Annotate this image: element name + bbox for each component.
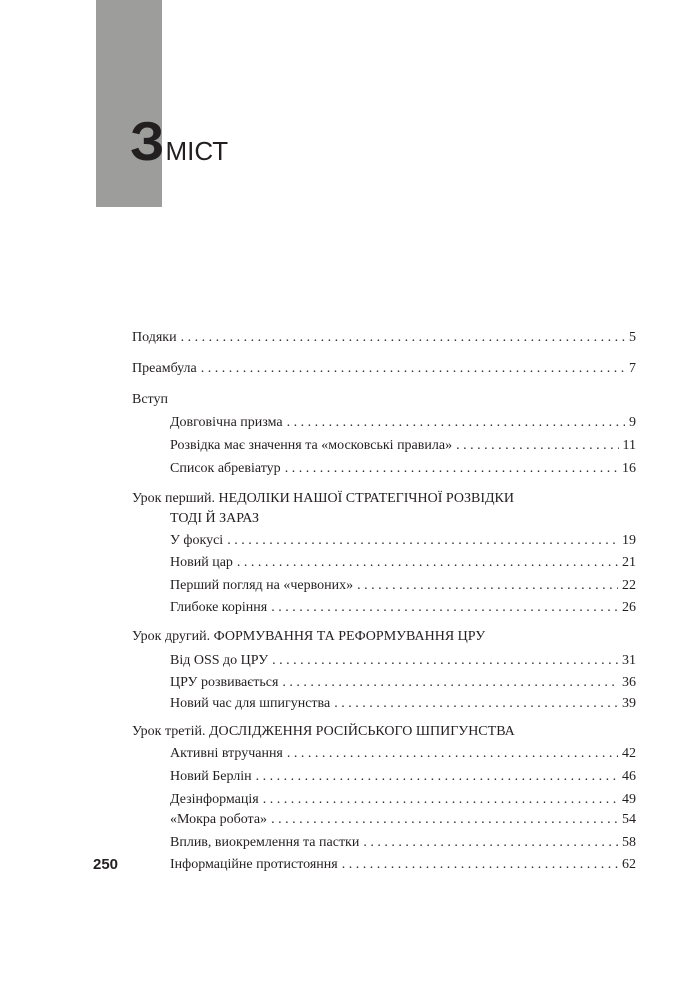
dot-leader bbox=[227, 531, 618, 551]
dot-leader bbox=[363, 833, 618, 853]
dot-leader bbox=[263, 790, 618, 810]
dot-leader bbox=[287, 413, 625, 433]
toc-section-lesson2[interactable]: Урок другий. ФОРМУВАННЯ ТА РЕФОРМУВАННЯ ЦРУ bbox=[132, 629, 486, 644]
toc-entry-acknowledgements[interactable] bbox=[132, 328, 636, 348]
toc-entry-preamble[interactable] bbox=[132, 359, 636, 379]
toc-entry[interactable] bbox=[170, 553, 636, 573]
toc-entry-page: 26 bbox=[622, 600, 636, 615]
toc-entry-page: 39 bbox=[622, 696, 636, 711]
toc-entry-page: 7 bbox=[629, 361, 636, 376]
toc-entry[interactable] bbox=[170, 413, 636, 433]
toc-entry-label: Вплив, виокремлення та пастки bbox=[170, 835, 360, 850]
toc-entry[interactable] bbox=[170, 833, 636, 853]
dot-leader bbox=[357, 576, 618, 596]
dot-leader bbox=[256, 767, 618, 787]
dot-leader bbox=[271, 810, 618, 830]
toc-entry-label: Розвідка має значення та «московські правила» bbox=[170, 438, 453, 453]
toc-entry[interactable] bbox=[170, 810, 636, 830]
toc-section-lesson3[interactable]: Урок третій. ДОСЛІДЖЕННЯ РОСІЙСЬКОГО ШПИГУНСТВА bbox=[132, 724, 515, 739]
toc-entry[interactable] bbox=[170, 436, 636, 456]
toc-section-lesson1-line1[interactable]: Урок перший. НЕДОЛІКИ НАШОЇ СТРАТЕГІЧНОЇ РОЗВІДКИ bbox=[132, 491, 514, 506]
toc-entry-label: У фокусі bbox=[170, 533, 224, 548]
page-number: 250 bbox=[93, 856, 119, 873]
dot-leader bbox=[201, 359, 625, 379]
toc-entry-label: «Мокра робота» bbox=[170, 812, 268, 827]
title-rest: МІСТ bbox=[165, 136, 229, 166]
toc-entry-page: 42 bbox=[622, 746, 636, 761]
toc-entry-page: 58 bbox=[622, 835, 636, 850]
toc-section-intro[interactable]: Вступ bbox=[132, 392, 168, 407]
toc-entry-page: 31 bbox=[622, 653, 636, 668]
toc-entry-page: 11 bbox=[622, 438, 636, 453]
toc-entry-page: 22 bbox=[622, 578, 636, 593]
dot-leader bbox=[181, 328, 625, 348]
toc-entry-label: Довговічна призма bbox=[170, 415, 283, 430]
toc-entry[interactable] bbox=[170, 531, 636, 551]
dot-leader bbox=[342, 855, 618, 875]
toc-entry[interactable] bbox=[170, 790, 636, 810]
toc-entry-label: Преамбула bbox=[132, 361, 197, 376]
toc-entry[interactable] bbox=[170, 598, 636, 618]
toc-entry-label: ЦРУ розвивається bbox=[170, 675, 279, 690]
toc-entry[interactable] bbox=[170, 767, 636, 787]
toc-entry[interactable] bbox=[170, 855, 636, 875]
toc-entry-page: 19 bbox=[622, 533, 636, 548]
toc-entry-page: 62 bbox=[622, 857, 636, 872]
toc-entry[interactable] bbox=[170, 694, 636, 714]
toc-entry-page: 5 bbox=[629, 330, 636, 345]
toc-entry-label: Новий Берлін bbox=[170, 769, 252, 784]
toc-entry[interactable] bbox=[170, 576, 636, 596]
toc-entry-label: Новий цар bbox=[170, 555, 233, 570]
toc-entry-page: 21 bbox=[622, 555, 636, 570]
toc-entry-label: Глибоке коріння bbox=[170, 600, 268, 615]
toc-entry-page: 36 bbox=[622, 675, 636, 690]
toc-entry-page: 9 bbox=[629, 415, 636, 430]
dot-leader bbox=[285, 459, 618, 479]
toc-entry-label: Активні втручання bbox=[170, 746, 283, 761]
toc-entry-label: Новий час для шпигунства bbox=[170, 696, 331, 711]
toc-entry-page: 54 bbox=[622, 812, 636, 827]
dot-leader bbox=[272, 651, 618, 671]
toc-entry[interactable] bbox=[170, 651, 636, 671]
toc-entry-label: Інформаційне протистояння bbox=[170, 857, 338, 872]
toc-entry-page: 49 bbox=[622, 792, 636, 807]
toc-entry[interactable] bbox=[170, 673, 636, 693]
toc-entry-label: Список абревіатур bbox=[170, 461, 281, 476]
toc-entry-page: 16 bbox=[622, 461, 636, 476]
toc-section-lesson1-line2[interactable]: ТОДІ Й ЗАРАЗ bbox=[170, 511, 259, 526]
title-initial: З bbox=[130, 110, 165, 172]
dot-leader bbox=[271, 598, 618, 618]
toc-entry-label: Перший погляд на «червоних» bbox=[170, 578, 354, 593]
dot-leader bbox=[334, 694, 618, 714]
dot-leader bbox=[282, 673, 618, 693]
toc-entry-label: Дезінформація bbox=[170, 792, 259, 807]
dot-leader bbox=[237, 553, 618, 573]
dot-leader bbox=[456, 436, 618, 456]
dot-leader bbox=[287, 744, 618, 764]
toc-entry-page: 46 bbox=[622, 769, 636, 784]
toc-entry-label: Подяки bbox=[132, 330, 177, 345]
toc-entry[interactable] bbox=[170, 459, 636, 479]
toc-entry-label: Від OSS до ЦРУ bbox=[170, 653, 269, 668]
toc-entry[interactable] bbox=[170, 744, 636, 764]
